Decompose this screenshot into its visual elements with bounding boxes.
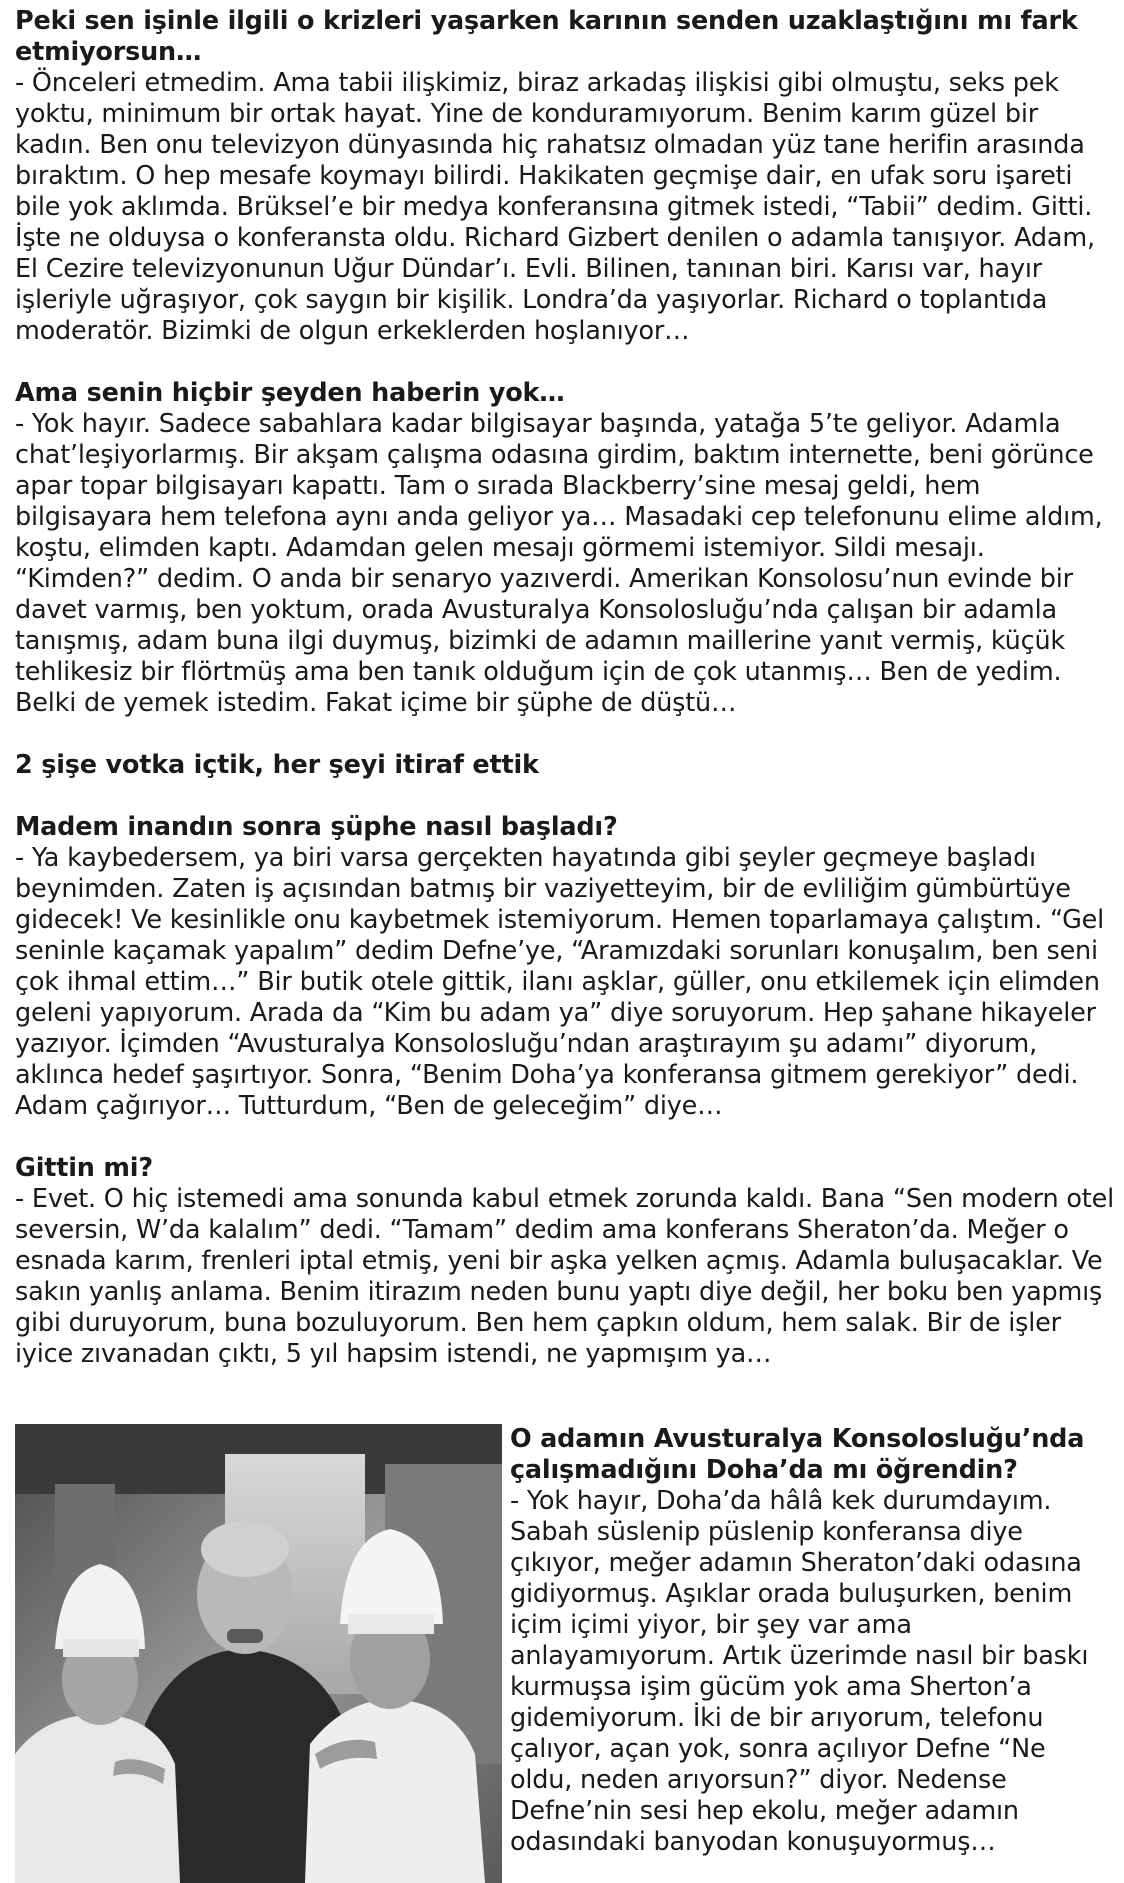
spacer [15, 1122, 1115, 1153]
sidebar-text [510, 1424, 1110, 1858]
answer-2: - Yok hayır. Sadece sabahlara kadar bilgisayar başında, yatağa 5’te geliyor. Adamla chat’leşiyorlarmış. Bir akşam çalışma odasına girdim, baktım internette, beni görünce apar topar bilgisayarı kapattı. Tam o sırada Blackberry’sine mesaj geldi, hem bilgisayara hem telefona aynı anda geliyor ya… Masadaki cep telefonunu elime aldım, koştu, elimden kaptı. Adamdan gelen mesajı görmemi istemiyor. Sildi mesajı. “Kimden?” dedim. O anda bir senaryo yazıverdi. Amerikan Konsolosu’nun evinde bir davet varmış, ben yoktum, orada Avusturalya Konsolosluğu’nda çalışan bir adamla tanışmış, adam buna ilgi duymuş, bizimki de adamın maillerine yanıt vermiş, küçük tehlikesiz bir flörtmüş ama ben tanık olduğum için de çok utanmış… Ben de yedim. Belki de yemek istedim. Fakat içime bir şüphe de düştü… [15, 409, 1103, 718]
spacer [15, 347, 1115, 378]
answer-5: - Yok hayır, Doha’da hâlâ kek durumdayım. Sabah süslenip püslenip konferansa diye çıkıyor, meğer adamın Sheraton’daki odasına gidiyormuş. Aşıklar orada buluşurken, benim içim içimi yiyor, bir şey var ama anlayamıyorum. Artık üzerimde nasıl bir baskı kurmuşsa işim gücüm yok ama Sherton’a gidemiyorum. İki de bir arıyorum, telefonu çalıyor, açan yok, sonra açılıyor Defne “Ne oldu, neden arıyorsun?” diyor. Nedense Defne’nin sesi hep ekolu, meğer adamın odasındaki banyodan konuşuyormuş… [510, 1486, 1089, 1857]
question-3: Madem inandın sonra şüphe nasıl başladı? [15, 812, 618, 842]
chef-photo-illustration [15, 1424, 502, 1883]
photo-section [15, 1424, 1115, 1883]
article-body [15, 6, 1115, 1370]
spacer [15, 719, 1115, 750]
answer-4: - Evet. O hiç istemedi ama sonunda kabul etmek zorunda kaldı. Bana “Sen modern otel seversin, W’da kalalım” dedi. “Tamam” dedim ama konferans Sheraton’da. Meğer o esnada karım, frenleri iptal etmiş, yeni bir aşka yelken açmış. Adamla buluşacaklar. Ve sakın yanlış anlama. Benim itirazım neden bunu yaptı diye değil, her boku ben yapmış gibi duruyorum, buna bozuluyorum. Ben hem çapkın oldum, hem salak. Bir de işler iyice zıvanadan çıktı, 5 yıl hapsim istendi, ne yapmışım ya… [15, 1184, 1114, 1369]
section-headline: 2 şişe votka içtik, her şeyi itiraf ettik [15, 750, 539, 780]
answer-3: - Ya kaybedersem, ya biri varsa gerçekten hayatında gibi şeyler geçmeye başladı beynimden. Zaten iş açısından batmış bir vaziyetteyim, bir de evliliğim gümbürtüye gidecek! Ve kesinlikle onu kaybetmek istemiyorum. Hemen toparlamaya çalıştım. “Gel seninle kaçamak yapalım” dedim Defne’ye, “Aramızdaki sorunları konuşalım, ben seni çok ihmal ettim…” Bir butik otele gittik, ilanı aşklar, güller, onu etkilemek için elimden geleni yapıyorum. Arada da “Kim bu adam ya” diye soruyorum. Hep şahane hikayeler yazıyor. İçimden “Avusturalya Konsolosluğu’ndan araştırayım şu adamı” diyorum, aklınca hedef şaşırtıyor. Sonra, “Benim Doha’ya konferansa gitmem gerekiyor” dedi. Adam çağırıyor… Tutturdum, “Ben de geleceğim” diye… [15, 843, 1105, 1121]
question-5: O adamın Avusturalya Konsolosluğu’nda çalışmadığını Doha’da mı öğrendin? [510, 1424, 1085, 1485]
question-1: Peki sen işinle ilgili o krizleri yaşarken karının senden uzaklaştığını mı fark etmiyorsun… [15, 6, 1078, 67]
question-2: Ama senin hiçbir şeyden haberin yok… [15, 378, 565, 408]
chef-photo [15, 1424, 502, 1883]
spacer [15, 781, 1115, 812]
answer-1: - Önceleri etmedim. Ama tabii ilişkimiz, biraz arkadaş ilişkisi gibi olmuştu, seks pek yoktu, minimum bir ortak hayat. Yine de konduramıyorum. Benim karım güzel bir kadın. Ben onu televizyon dünyasında hiç rahatsız olmadan yüz tane herifin arasında bıraktım. O hep mesafe koymayı bilirdi. Hakikaten geçmişe dair, en ufak soru işareti bile yok aklımda. Brüksel’e bir medya konferansına gitmek istedi, “Tabii” dedim. Gitti. İşte ne olduysa o konferansta oldu. Richard Gizbert denilen o adamla tanışıyor. Adam, El Cezire televizyonunun Uğur Dündar’ı. Evli. Bilinen, tanınan biri. Karısı var, hayır işleriyle uğraşıyor, çok saygın bir kişilik. Londra’da yaşıyorlar. Richard o toplantıda moderatör. Bizimki de olgun erkeklerden hoşlanıyor… [15, 68, 1095, 346]
question-4: Gittin mi? [15, 1153, 153, 1183]
